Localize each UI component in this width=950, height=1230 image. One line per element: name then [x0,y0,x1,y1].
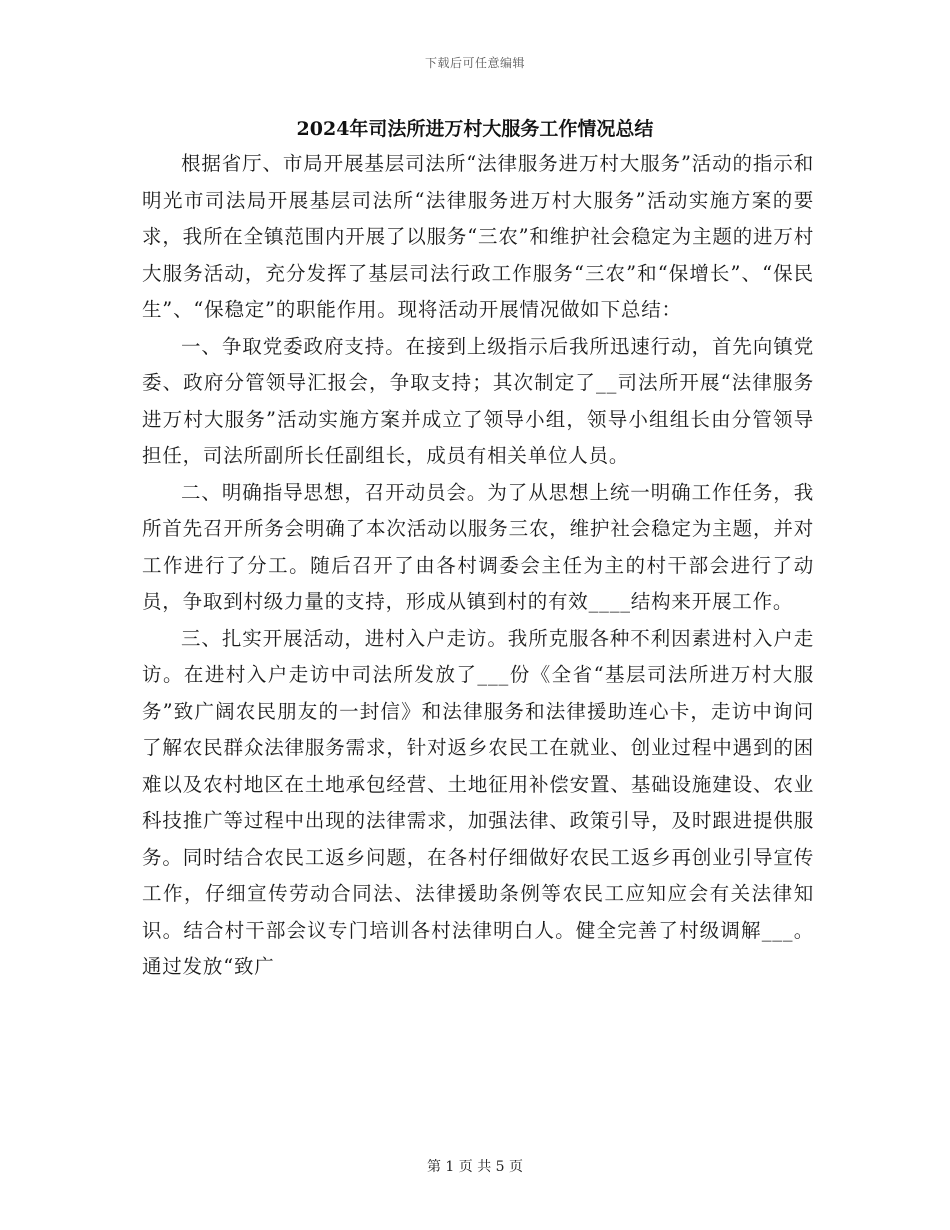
page-header-note: 下载后可任意编辑 [424,56,525,70]
document-body [142,146,814,986]
paragraph-section-1: 一、争取党委政府支持。在接到上级指示后我所迅速行动，首先向镇党委、政府分管领导汇报会，争取支持；其次制定了__司法所开展“法律服务进万村大服务”活动实施方案并成立了领导小组，领导小组组长由分管领导担任，司法所副所长任副组长，成员有相关单位人员。 [142,334,814,467]
paragraph-section-2: 二、明确指导思想，召开动员会。为了从思想上统一明确工作任务，我所首先召开所务会明确了本次活动以服务三农，维护社会稳定为主题，并对工作进行了分工。随后召开了由各村调委会主任为主的村干部会进行了动员，争取到村级力量的支持，形成从镇到村的有效____结构来开展工作。 [142,480,814,613]
paragraph-section-3: 三、扎实开展活动，进村入户走访。我所克服各种不利因素进村入户走访。在进村入户走访中司法所发放了___份《全省“基层司法所进万村大服务”致广阔农民朋友的一封信》和法律服务和法律援助连心卡，走访中询问了解农民群众法律服务需求，针对返乡农民工在就业、创业过程中遇到的困难以及农村地区在土地承包经营、土地征用补偿安置、基础设施建设、农业科技推广等过程中出现的法律需求，加强法律、政策引导，及时跟进提供服务。同时结合农民工返乡问题，在各村仔细做好农民工返乡再创业引导宣传工作，仔细宣传劳动合同法、法律援助条例等农民工应知应会有关法律知识。结合村干部会议专门培训各村法律明白人。健全完善了村级调解___。通过发放“致广 [142,626,814,978]
page-number: 第 1 页 共 5 页 [426,1159,524,1175]
paragraph-intro: 根据省厅、市局开展基层司法所“法律服务进万村大服务”活动的指示和明光市司法局开展基层司法所“法律服务进万村大服务”活动实施方案的要求，我所在全镇范围内开展了以服务“三农”和维护社会稳定为主题的进万村大服务活动，充分发挥了基层司法行政工作服务“三农”和“保增长”、“保民生”、“保稳定”的职能作用。现将活动开展情况做如下总结： [142,152,814,321]
document-title: 2024年司法所进万村大服务工作情况总结 [296,118,654,140]
